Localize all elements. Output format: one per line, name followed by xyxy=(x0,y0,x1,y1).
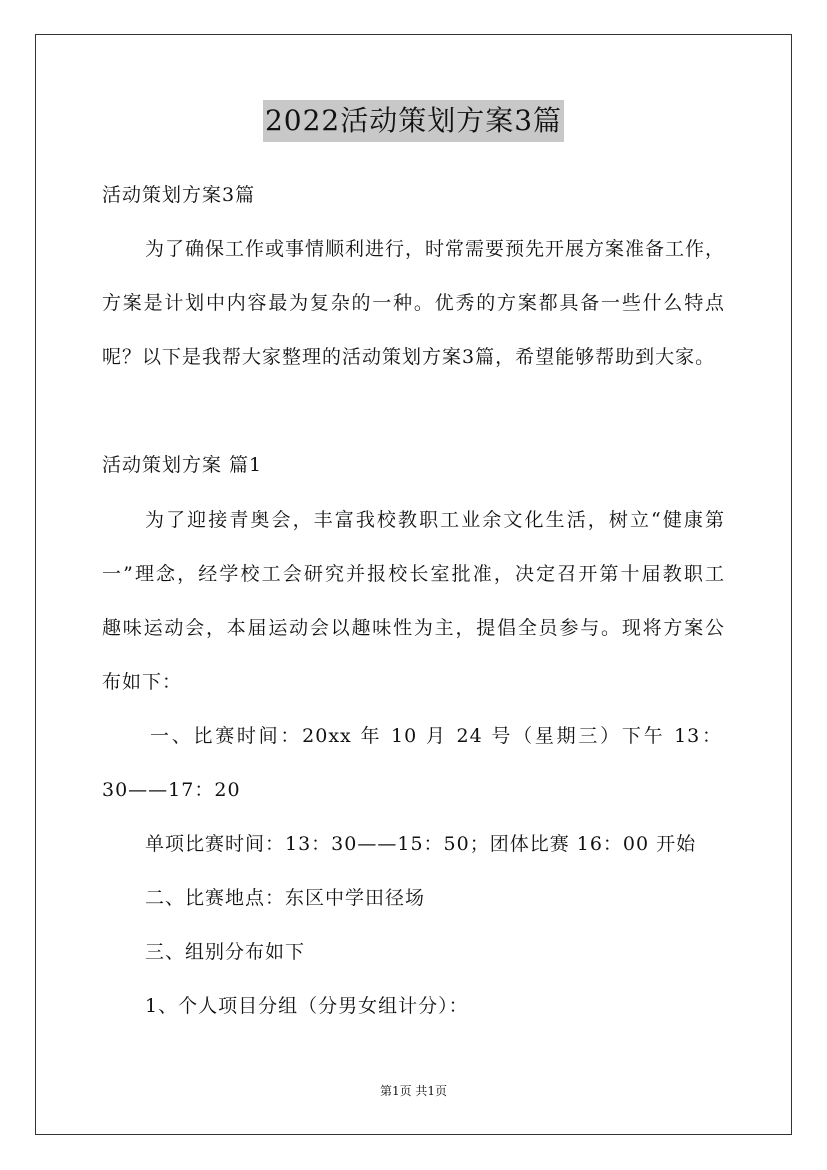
item1-line-2: 30——17：20 xyxy=(102,779,241,801)
document-title: 2022活动策划方案3篇 xyxy=(263,100,564,142)
section1-line-4: 布如下： xyxy=(102,671,183,693)
section1-line-2: 一”理念，经学校工会研究并报校长室批准，决定召开第十届教职工 xyxy=(102,563,725,585)
intro-line-1: 为了确保工作或事情顺利进行，时常需要预先开展方案准备工作， xyxy=(145,238,726,260)
item1-line-1: 一、比赛时间：20xx 年 10 月 24 号（星期三）下午 13： xyxy=(150,725,722,747)
intro-line-2: 方案是计划中内容最为复杂的一种。优秀的方案都具备一些什么特点 xyxy=(102,292,725,314)
section1-line-3: 趣味运动会，本届运动会以趣味性为主，提倡全员参与。现将方案公 xyxy=(102,617,725,639)
item3-sub1: 1、个人项目分组（分男女组计分）： xyxy=(145,995,469,1017)
title-container xyxy=(0,100,827,142)
item1-detail: 单项比赛时间：13：30——15：50；团体比赛 16：00 开始 xyxy=(145,833,697,855)
subtitle: 活动策划方案3篇 xyxy=(102,184,256,206)
section1-line-1: 为了迎接青奥会，丰富我校教职工业余文化生活，树立“健康第 xyxy=(145,509,725,531)
item2-location: 二、比赛地点：东区中学田径场 xyxy=(145,887,426,909)
intro-line-3: 呢？以下是我帮大家整理的活动策划方案3篇，希望能够帮助到大家。 xyxy=(102,346,716,368)
page-footer: 第1页 共1页 xyxy=(379,1084,448,1098)
section1-heading: 活动策划方案 篇1 xyxy=(102,454,263,476)
item3-groups: 三、组别分布如下 xyxy=(145,941,306,963)
